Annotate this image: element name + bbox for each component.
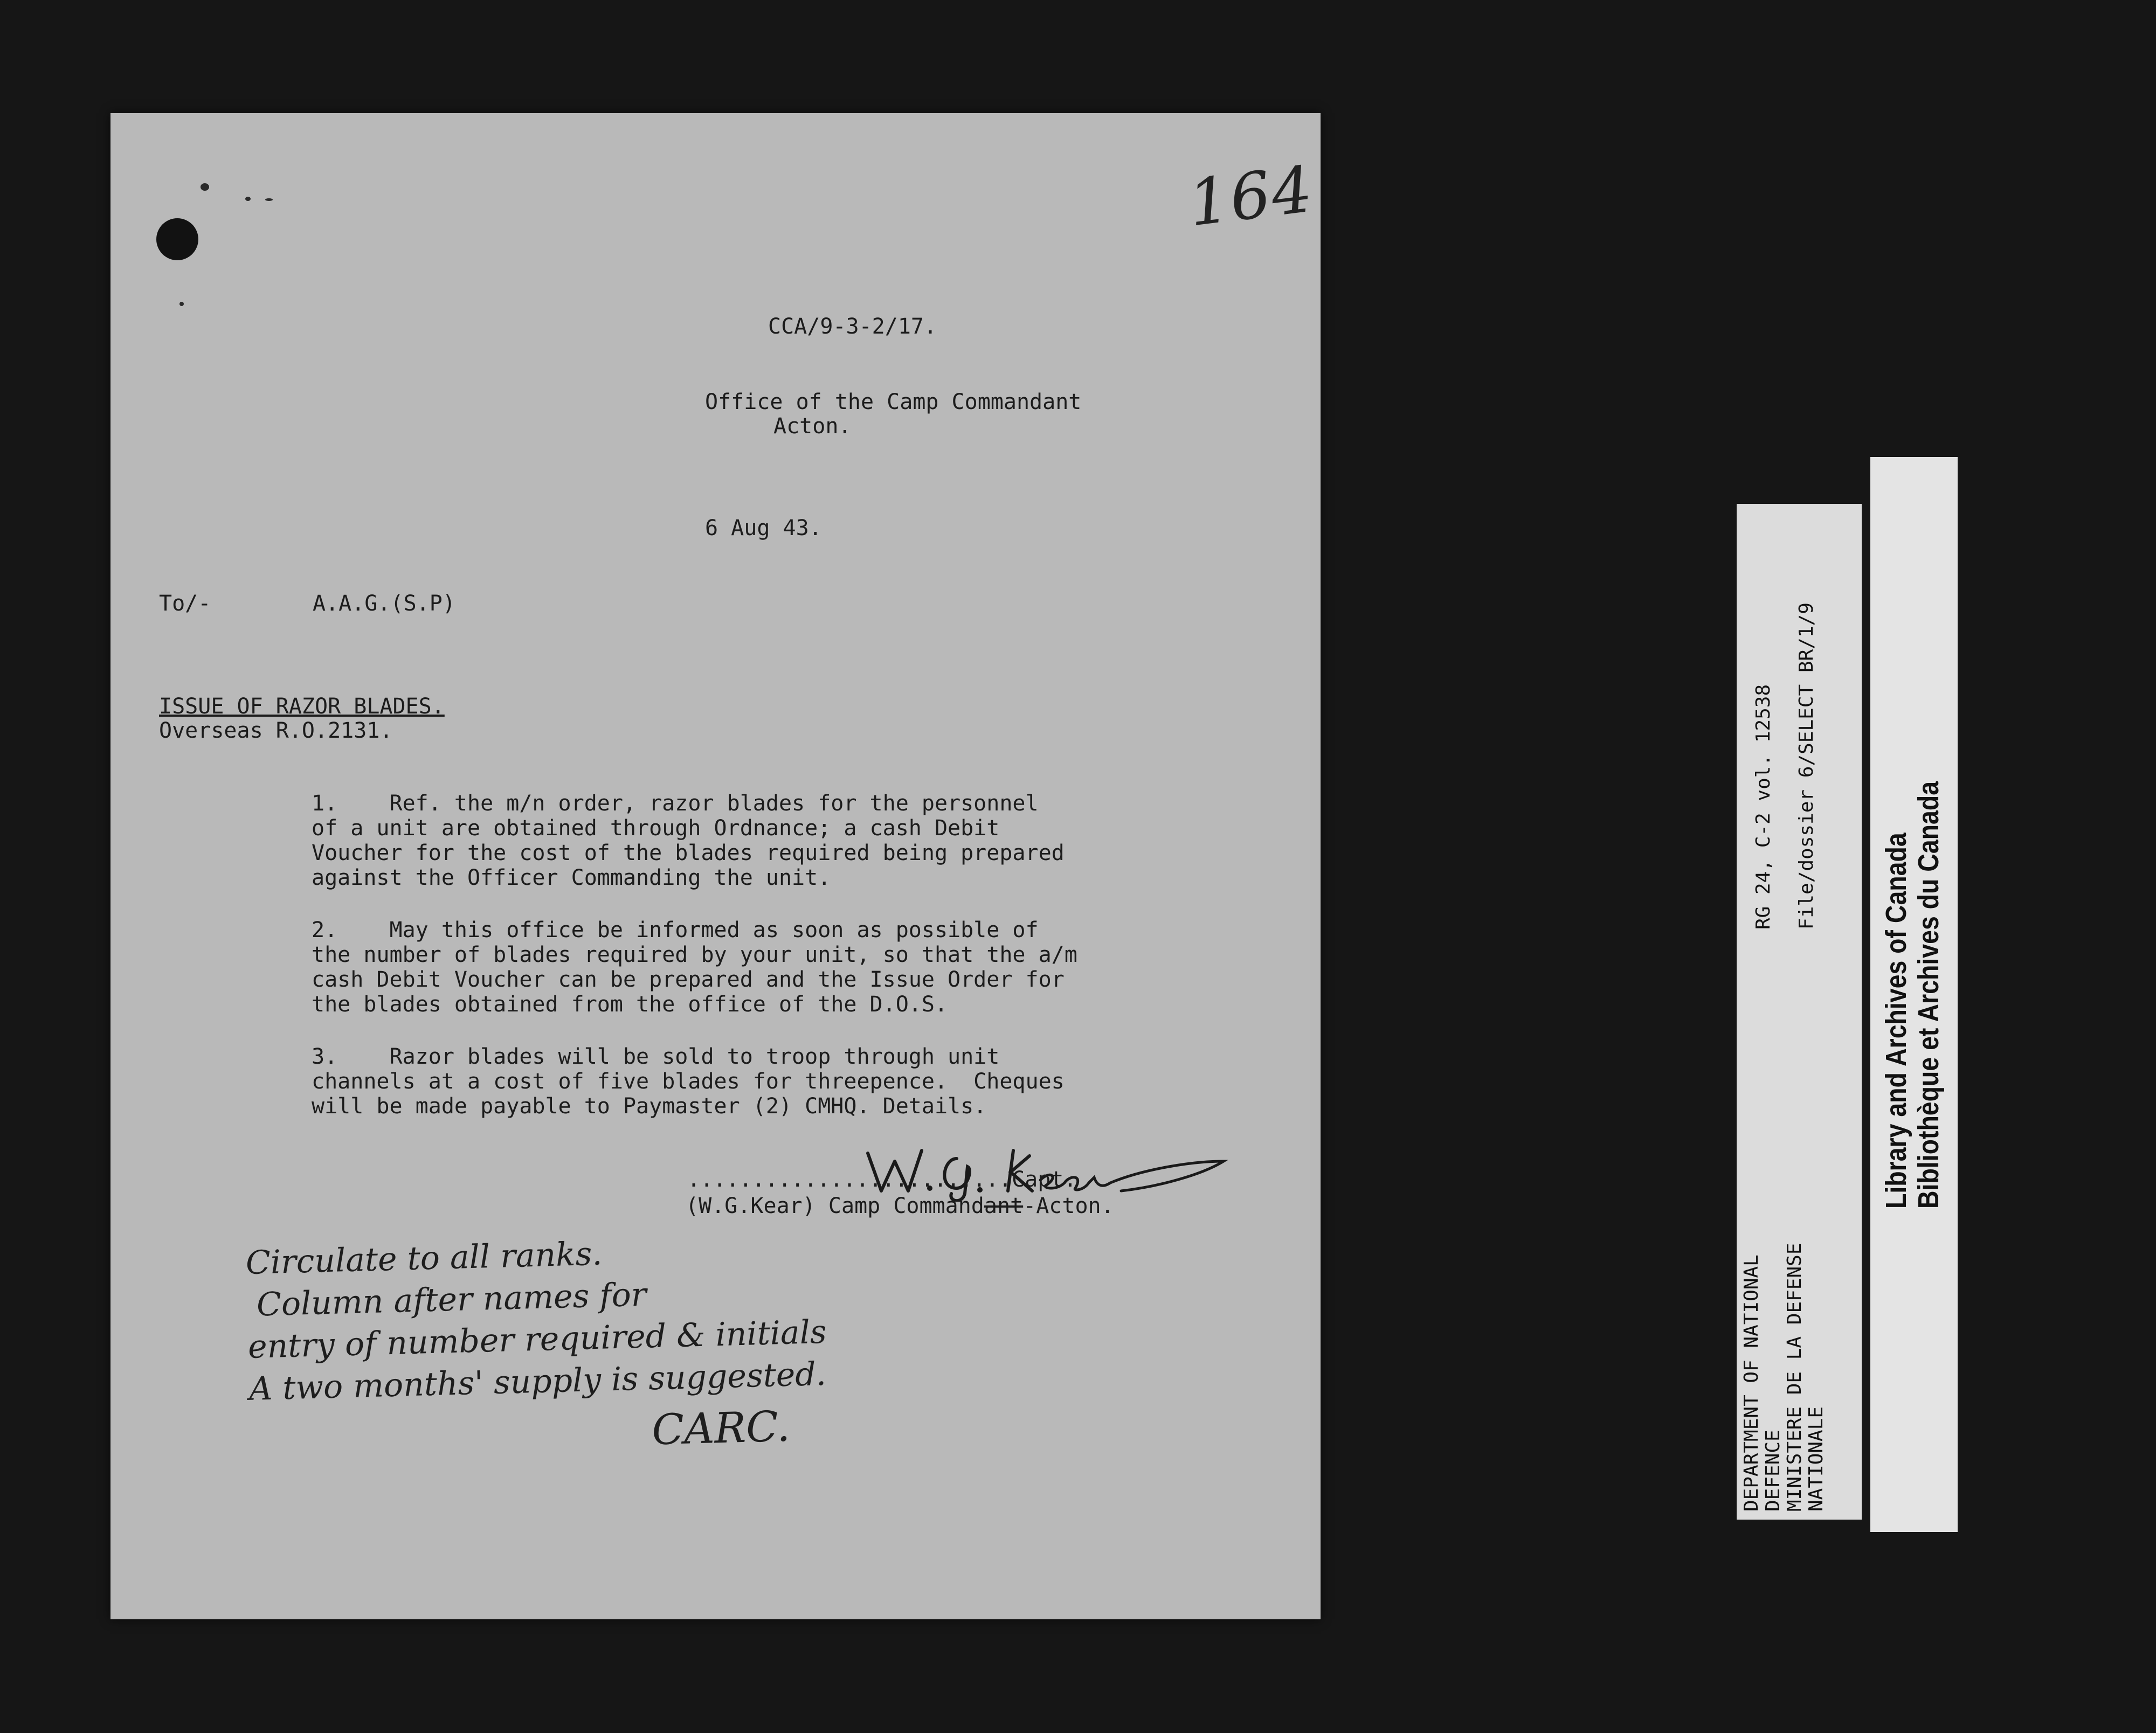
ink-speck	[245, 197, 251, 201]
binder-hole	[156, 218, 198, 260]
archive-stamp	[1870, 457, 1958, 1532]
office-heading: Office of the Camp Commandant	[705, 390, 1082, 414]
archive-reference-label	[1737, 504, 1862, 1520]
ink-speck	[201, 183, 209, 191]
archive-stamp-french: Bibliothèque et Archives du Canada	[1912, 781, 1945, 1209]
department-line-1: DEPARTMENT OF NATIONAL	[1740, 1254, 1763, 1512]
signer-name	[686, 1194, 1114, 1218]
handwritten-note-line: A two months' supply is suggested.	[248, 1355, 827, 1408]
file-dossier: File/dossier 6/SELECT BR/1/9	[1795, 602, 1818, 930]
ministere-line-2: NATIONALE	[1805, 1406, 1827, 1512]
signer-name-part: (W.G.Kear) Camp Command	[686, 1194, 984, 1218]
department-line-2: DEFENCE	[1762, 1430, 1784, 1512]
handwritten-initials: CARC.	[651, 1402, 791, 1455]
letter-date: 6 Aug 43.	[705, 516, 822, 540]
paragraph-1: 1. Ref. the m/n order, razor blades for the personnel of a unit are obtained through Ordnance; a cash Debit Voucher for the cost of the blades required being prepared against the Officer Commanding the unit.	[312, 791, 1065, 890]
addressee: A.A.G.(S.P)	[313, 591, 455, 616]
handwritten-note	[245, 1227, 828, 1455]
signature-line: .........................Capt.	[687, 1167, 1077, 1192]
handwritten-note-line: entry of number required & initials	[247, 1313, 827, 1366]
signer-name-struck: ant	[984, 1194, 1024, 1218]
office-location: Acton.	[773, 414, 852, 439]
ink-speck	[179, 302, 184, 306]
paragraph-3: 3. Razor blades will be sold to troop through unit channels at a cost of five blades for threepence. Cheques will be made payable to Paymaster (2) CMHQ. Details.	[312, 1044, 1065, 1119]
ink-speck	[265, 198, 273, 201]
ministere-line-1: MINISTERE DE LA DEFENSE	[1784, 1243, 1806, 1512]
file-reference: CCA/9-3-2/17.	[768, 314, 937, 339]
subject-reference: Overseas R.O.2131.	[159, 718, 393, 743]
paragraph-2: 2. May this office be informed as soon as possible of the number of blades required by your unit, so that the a/m cash Debit Voucher can be prepared and the Issue Order for the blades obtained from the office of the D.O.S.	[312, 918, 1077, 1017]
signer-name-part: -Acton.	[1023, 1194, 1114, 1218]
subject-heading: ISSUE OF RAZOR BLADES.	[159, 694, 445, 719]
to-label: To/-	[159, 591, 211, 616]
folio-number: 164	[1184, 151, 1317, 241]
archive-stamp-english: Library and Archives of Canada	[1880, 833, 1912, 1209]
record-group: RG 24, C-2 vol. 12538	[1752, 684, 1774, 930]
handwritten-note-line: Column after names for	[256, 1276, 647, 1324]
handwritten-note-line: Circulate to all ranks.	[245, 1235, 603, 1282]
